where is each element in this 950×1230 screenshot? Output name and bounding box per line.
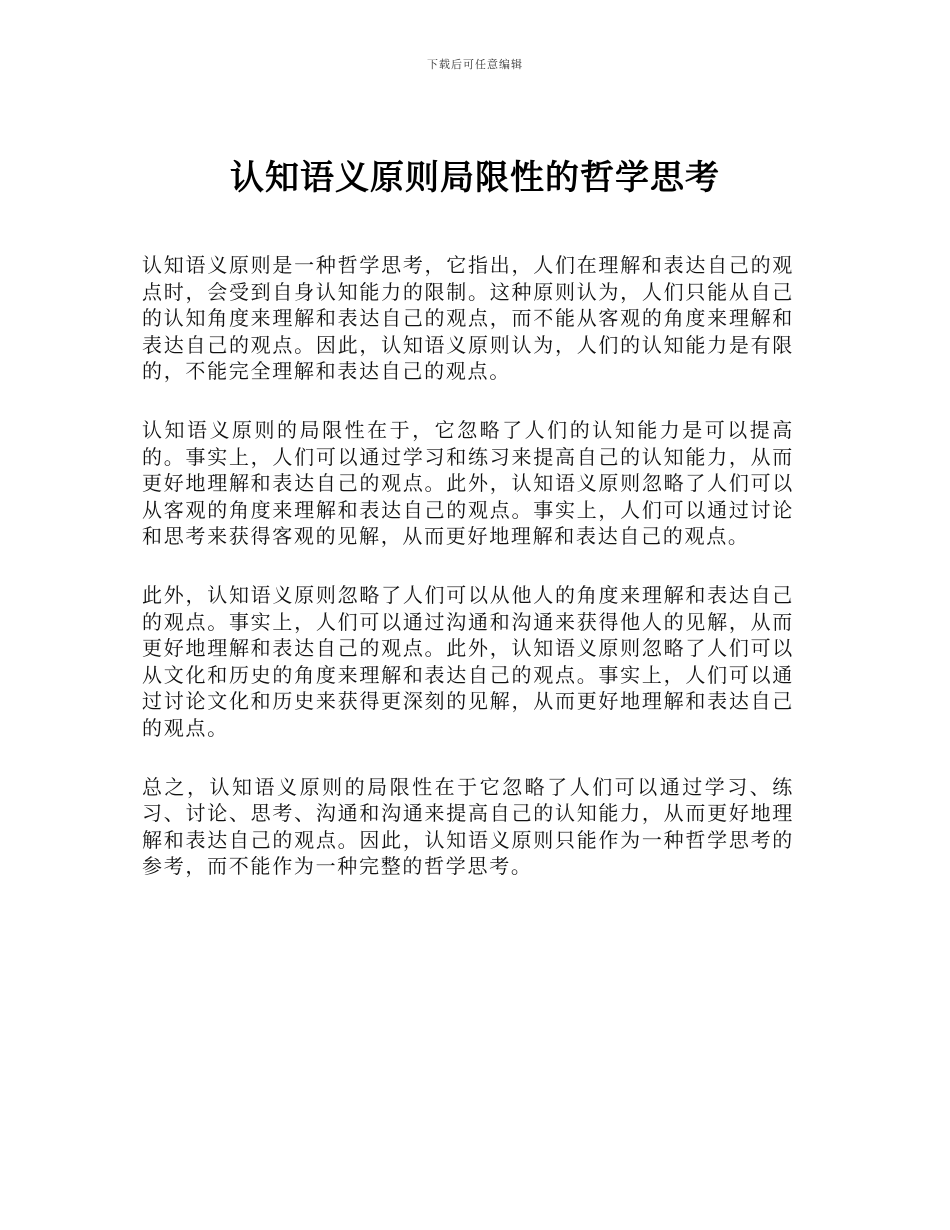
page-header: 下载后可任意编辑	[427, 58, 523, 71]
paragraph: 总之，认知语义原则的局限性在于它忽略了人们可以通过学习、练习、讨论、思考、沟通和沟通来提高自己的认知能力，从而更好地理解和表达自己的观点。因此，认知语义原则只能作为一种哲学思考的参考，而不能作为一种完整的哲学思考。	[142, 774, 794, 879]
paragraph: 此外，认知语义原则忽略了人们可以从他人的角度来理解和表达自己的观点。事实上，人们可以通过沟通和沟通来获得他人的见解，从而更好地理解和表达自己的观点。此外，认知语义原则忽略了人们可以从文化和历史的角度来理解和表达自己的观点。事实上，人们可以通过讨论文化和历史来获得更深刻的见解，从而更好地理解和表达自己的观点。	[142, 582, 794, 740]
document-title: 认知语义原则局限性的哲学思考	[230, 158, 720, 198]
document-body	[142, 252, 794, 912]
paragraph: 认知语义原则是一种哲学思考，它指出，人们在理解和表达自己的观点时，会受到自身认知能力的限制。这种原则认为，人们只能从自己的认知角度来理解和表达自己的观点，而不能从客观的角度来理解和表达自己的观点。因此，认知语义原则认为，人们的认知能力是有限的，不能完全理解和表达自己的观点。	[142, 253, 794, 384]
paragraph: 认知语义原则的局限性在于，它忽略了人们的认知能力是可以提高的。事实上，人们可以通过学习和练习来提高自己的认知能力，从而更好地理解和表达自己的观点。此外，认知语义原则忽略了人们可以从客观的角度来理解和表达自己的观点。事实上，人们可以通过讨论和思考来获得客观的见解，从而更好地理解和表达自己的观点。	[142, 417, 794, 549]
